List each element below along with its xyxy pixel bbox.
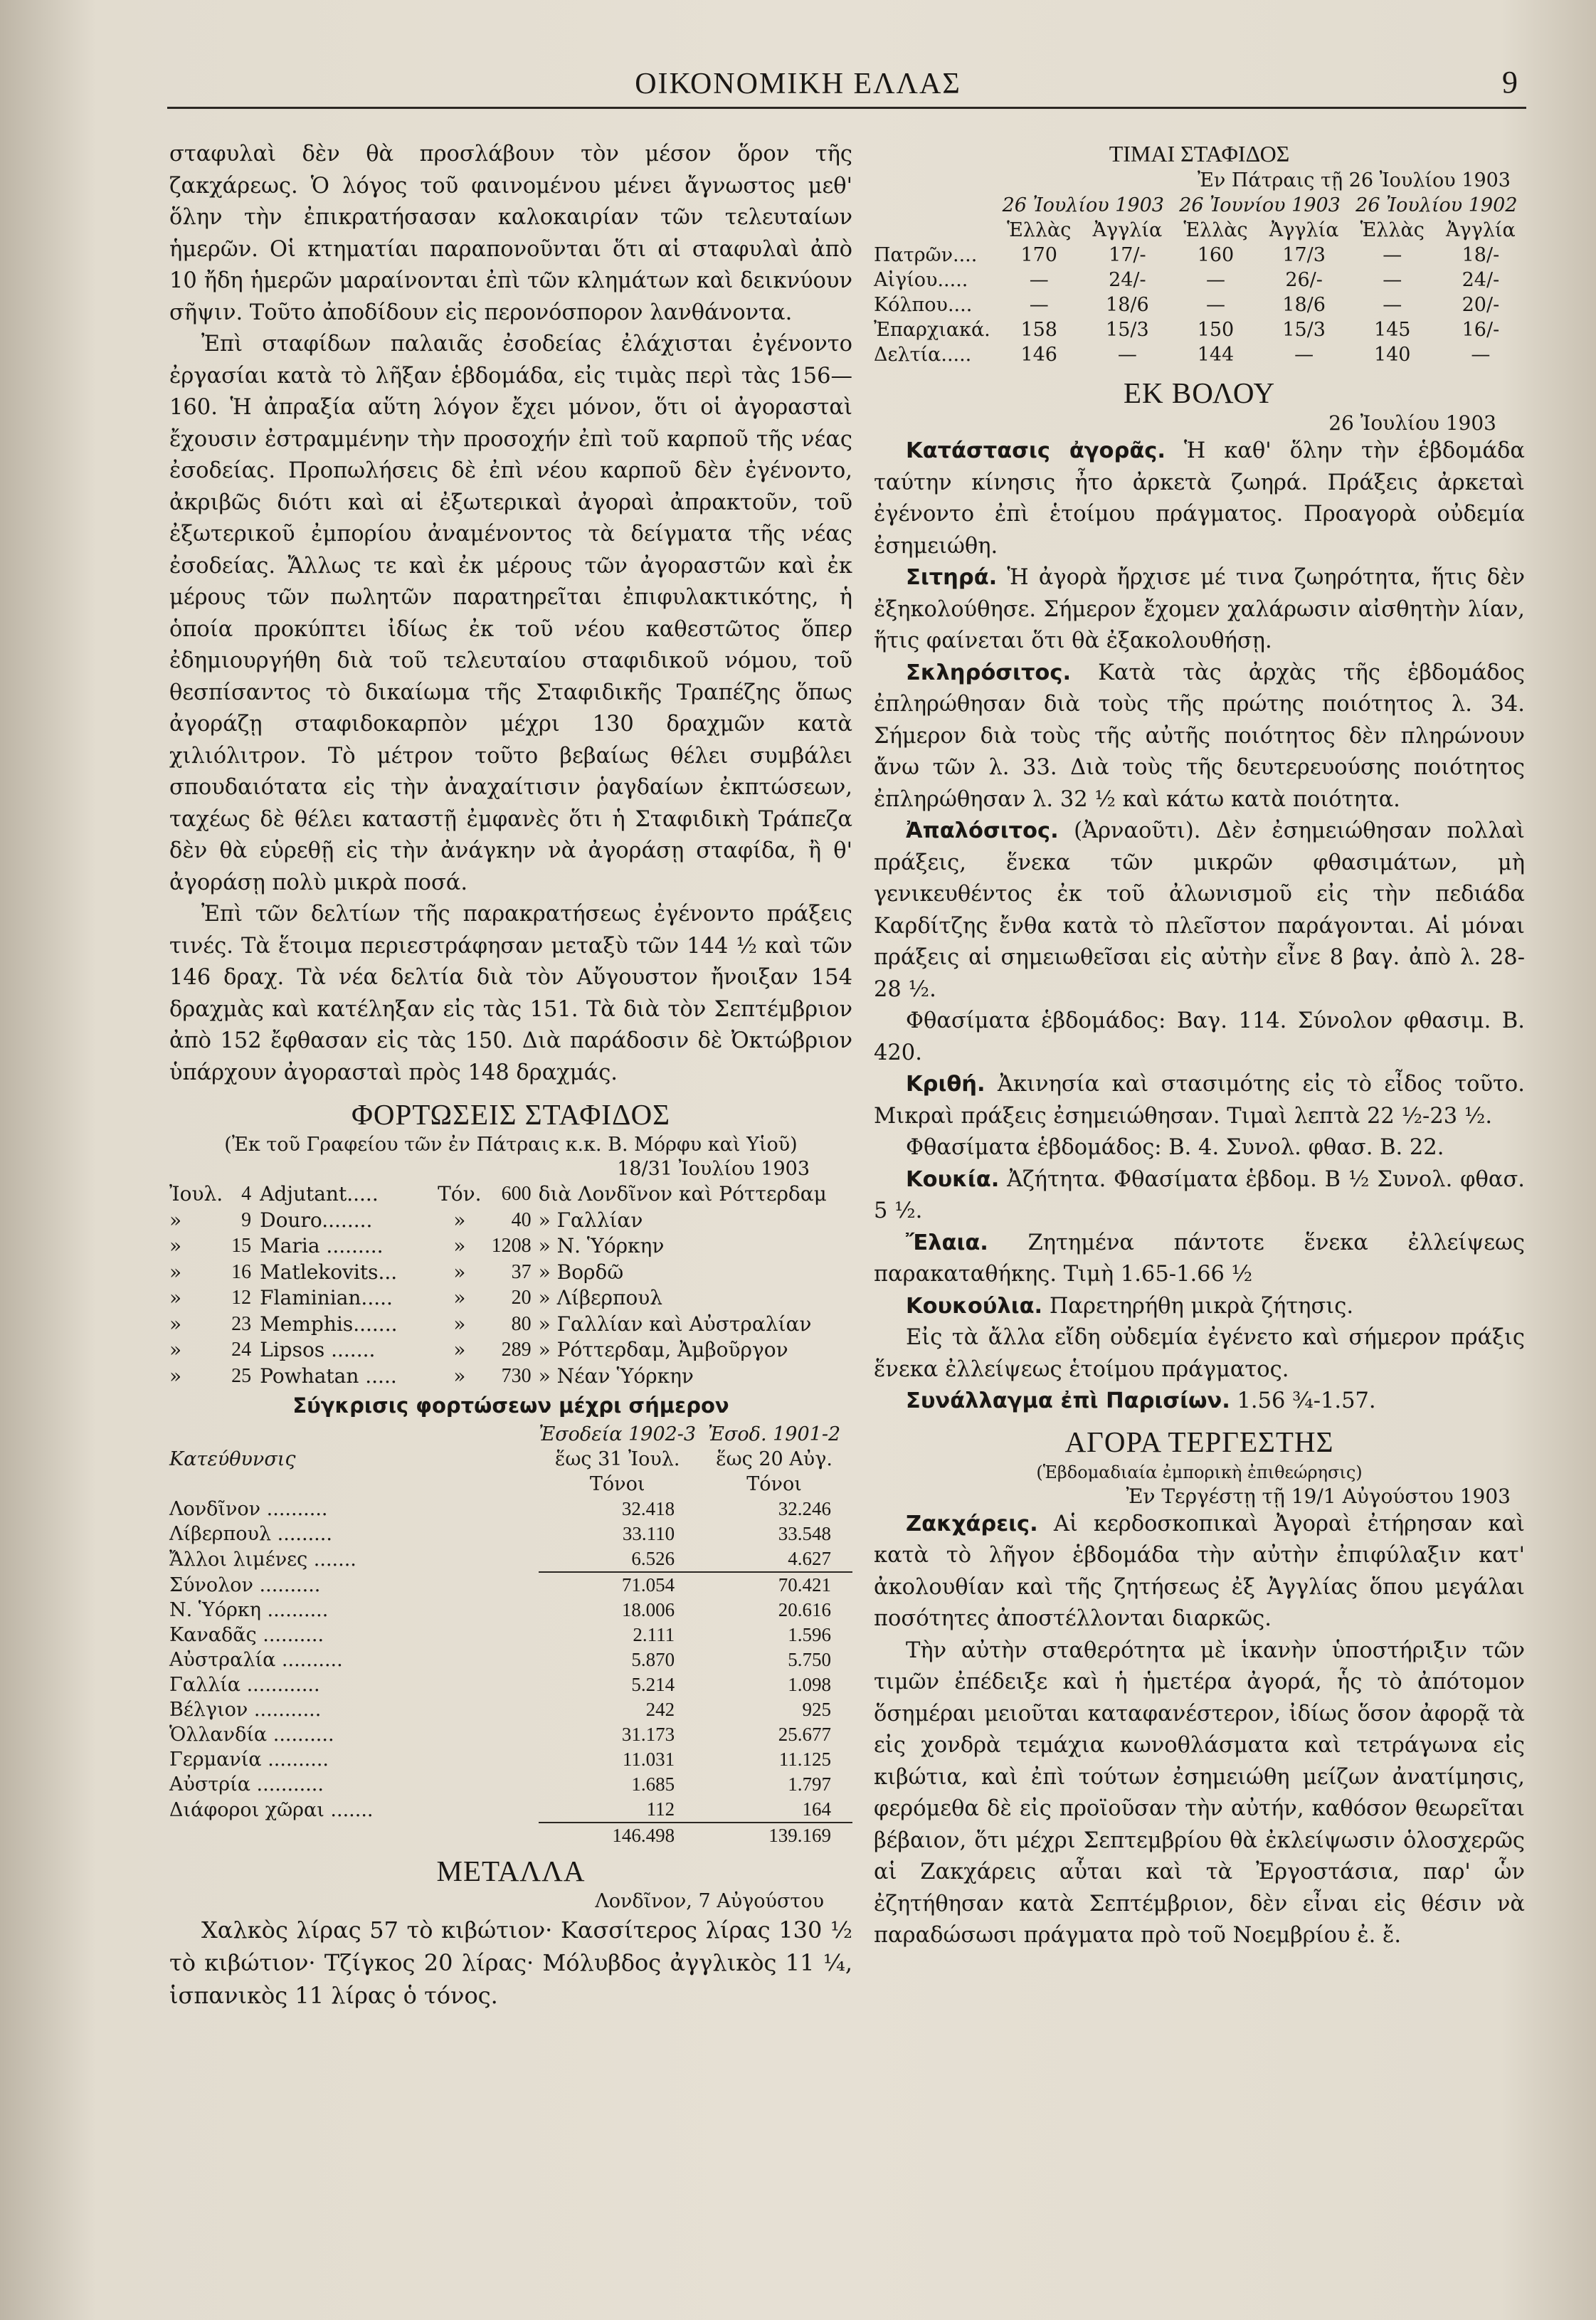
- shipment-destination: » Ν. Ὑόρκην: [538, 1234, 665, 1257]
- shipment-day: 9: [241, 1208, 252, 1231]
- table-row: [169, 1497, 852, 1522]
- comparison-destination: Ὁλλανδία ..........: [169, 1724, 334, 1746]
- shipment-tons: 37: [511, 1260, 532, 1283]
- prices-title: ΤΙΜΑΙ ΣΤΑΦΙΔΟΣ: [1109, 141, 1290, 167]
- table-row: [169, 1747, 852, 1772]
- shipment-month: »: [169, 1286, 182, 1309]
- volos-paragraph: [874, 816, 1525, 1006]
- commodity-heading: Ἔλαια.: [906, 1230, 988, 1255]
- shipment-destination: » Λίβερπουλ: [538, 1286, 663, 1309]
- comparison-value-1903: 5.870: [631, 1649, 675, 1670]
- shipment-tons: 1208: [491, 1235, 532, 1257]
- comparison-col1-unit: Τόνοι: [589, 1473, 645, 1495]
- shipment-month: »: [169, 1364, 182, 1388]
- trieste-sugar-text: Αἱ κερδοσκοπικαὶ Ἀγοραὶ ἐτήρησαν καὶ κατὰ τὸ λῆγον ἑβδομάδα τὴν αὐτὴν ἐπιφύλαξιν κατ' ἀκολουθίαν καὶ τῆς ζητήσεως ἐξ Ἀγγλίας ὅπου μεγάλαι ποσότητες ἀποστέλλονται διαρκῶς.: [874, 1511, 1525, 1631]
- table-row: [169, 1722, 852, 1747]
- volos-paragraph: [874, 1228, 1525, 1291]
- table-row: [874, 342, 1525, 367]
- prices-cell: 170: [1020, 244, 1057, 266]
- shipments-title: ΦΟΡΤΩΣΕΙΣ ΣΤΑΦΙΔΟΣ: [351, 1098, 671, 1131]
- prices-cell: 15/3: [1106, 319, 1149, 341]
- metals-paragraph: Χαλκὸς λίρας 57 τὸ κιβώτιον· Κασσίτερος λίρας 130 ½ τὸ κιβώτιον· Τζίγκος 20 λίρας· Μόλυβδος ἀγγλικὸς 11 ¼, ἱσπανικὸς 11 λίρας ὁ τόνος.: [169, 1916, 852, 2009]
- prices-row-label: Αἰγίου.....: [874, 269, 968, 291]
- prices-cell: —: [1029, 269, 1049, 291]
- table-row: [874, 292, 1525, 317]
- prices-cell: 144: [1197, 344, 1235, 366]
- prices-cell: 158: [1020, 319, 1057, 341]
- prices-cell: —: [1117, 344, 1137, 366]
- commodity-text: Ζητημένα πάντοτε ἕνεκα ἐλλείψεως παρακαταθήκης. Τιμὴ 1.65-1.66 ½: [874, 1230, 1525, 1287]
- shipment-vessel: Powhatan .....: [260, 1364, 397, 1388]
- comparison-table: [169, 1422, 852, 1848]
- prices-cell: 15/3: [1282, 319, 1326, 341]
- prices-cell: 18/6: [1282, 294, 1326, 316]
- table-row: [874, 317, 1525, 342]
- shipments-source: (Ἐκ τοῦ Γραφείου τῶν ἐν Πάτραις κ.κ. Β. Μόρφυ καὶ Υἱοῦ): [224, 1134, 798, 1156]
- prices-date-2: 26 Ἰουνίου 1903: [1179, 194, 1341, 216]
- comparison-destination: Ἄλλοι λιμένες .......: [169, 1548, 356, 1571]
- shipment-vessel: Lipsos .......: [260, 1338, 376, 1361]
- shipment-day: 23: [231, 1312, 252, 1335]
- volos-paragraph: [874, 1006, 1525, 1069]
- prices-cell: 26/-: [1285, 269, 1323, 291]
- left-column: [169, 139, 852, 2012]
- header-rule: [167, 107, 1526, 109]
- prices-cell: 145: [1373, 319, 1411, 341]
- prices-cell: 140: [1373, 344, 1411, 366]
- prices-cell: —: [1383, 269, 1402, 291]
- comparison-col1-title: Ἐσοδεία 1902-3: [539, 1423, 697, 1445]
- commodity-text: Ἡ καθ' ὅλην τὴν ἑβδομάδα ταύτην κίνησις ἦτο ἀρκετὰ ζωηρά. Πράξεις ἀρκεταὶ ἐγένοντο ἐπὶ ἑτοίμου πράγματος. Προαγορὰ οὐδεμία ἐσημειώθη.: [874, 438, 1525, 559]
- journal-title: ΟΙΚΟΝΟΜΙΚΗ ΕΛΛΑΣ: [635, 68, 961, 100]
- shipment-destination: » Βορδῶ: [538, 1260, 624, 1284]
- prices-cell: 24/-: [1462, 269, 1500, 291]
- table-row: [169, 1772, 852, 1797]
- table-row: [169, 1572, 852, 1598]
- commodity-text: Κατὰ τὰς ἀρχὰς τῆς ἑβδομάδος ἐπληρώθησαν διὰ τοὺς τῆς πρώτης ποιότητος λ. 34. Σήμερον διὰ τοὺς τῆς αὐτῆς ποιότητος δὲν πληρώνουν ἄνω τῶν λ. 33. Διὰ τοὺς τῆς δευτερευούσης ποιότητος ἐπληρώθησαν λ. 32 ½ καὶ κάτω κατὰ ποιότητα.: [874, 660, 1525, 812]
- comparison-destination: Διάφοροι χῶραι .......: [169, 1798, 374, 1821]
- volos-paragraph: [874, 1132, 1525, 1164]
- table-row: [169, 1233, 852, 1260]
- trieste-dateline: Ἐν Τεργέστῃ τῇ 19/1 Αὐγούστου 1903: [1126, 1484, 1511, 1508]
- prices-cell: 16/-: [1462, 319, 1500, 341]
- comparison-dest-header: Κατεύθυνσις: [169, 1448, 296, 1470]
- commodity-heading: Σκληρόσιτος.: [906, 660, 1072, 685]
- metals-title: ΜΕΤΑΛΛΑ: [436, 1855, 586, 1887]
- shipment-destination: διὰ Λονδῖνον καὶ Ρόττερδαμ: [538, 1182, 827, 1206]
- raisin-report-paragraph: Ἐπὶ σταφίδων παλαιᾶς ἐσοδείας ἐλάχισται ἐγένοντο ἐργασίαι κατὰ τὸ λῆξαν ἑβδομάδα, εἰς τιμὰς περὶ τὰς 156—160. Ἡ ἀπραξία αὕτη λόγον ἔχει μόνον, ὅτι οἱ ἀγορασταὶ ἔχουσιν ἐστραμμένην τὴν προσοχήν ἐπὶ τοῦ καρποῦ τῆς νέας ἐσοδείας. Προπωλήσεις δὲ ἐπὶ νέου καρποῦ δὲν ἐγένοντο, ἀκριβῶς διότι καὶ αἱ ἐξωτερικαὶ ἀγοραὶ ἀπρακτοῦν, τοῦ ἐξωτερικοῦ ἐμπορίου ἀναμένοντος τὰ δείγματα τῆς νέας ἐσοδείας. Ἄλλως τε καὶ ἐκ μέρους τῶν ἀγοραστῶν καὶ ἐκ μέρους τῶν πωλητῶν παρατηρεῖται ἐπιφυλακτικότης, ἡ ὁποία προκύπτει ἰδίως ἐκ τοῦ νέου καθεστῶτος ὅπερ ἐδημιουργήθη διὰ τοῦ τελευταίου σταφιδικοῦ νόμου, τοῦ θεσπίσαντος τὸ δικαίωμα τῆς Σταφιδικῆς Τραπέζης ὅπως ἀγοράζῃ σταφιδοκαρπὸν μέχρι 130 δραχμῶν κατὰ χιλιόλιτρον. Τὸ μέτρον τοῦτο βεβαίως θέλει συμβάλει σπουδαιότατα εἰς τὴν ἀναχαίτισιν ῥαγδαίων ἐκπτώσεων, ταχέως δὲ θέλει καταστῇ ἐμφανὲς ὅτι ἡ Σταφιδικὴ Τράπεζα δὲν θὰ εὑρεθῇ εἰς τὴν ἀνάγκην νὰ ἀγοράσῃ σταφίδα, ἢ θ' ἀγοράσῃ πολὺ μικρὰ ποσά.: [169, 332, 852, 895]
- prices-row-label: Κόλπου....: [874, 294, 973, 316]
- shipment-tons: 20: [511, 1287, 532, 1309]
- table-row: [169, 1672, 852, 1697]
- shipment-destination: » Γαλλίαν καὶ Αὐστραλίαν: [538, 1312, 812, 1336]
- prices-cell: —: [1205, 294, 1225, 316]
- prices-row-label: Ἐπαρχιακά.: [874, 319, 990, 341]
- prices-col-header: Ἀγγλία: [1446, 219, 1516, 241]
- comparison-col2-title: Ἐσοδ. 1901-2: [707, 1423, 841, 1445]
- shipment-day: 15: [231, 1235, 252, 1257]
- comparison-value-1903: 6.526: [631, 1548, 675, 1569]
- shipment-day: 12: [231, 1287, 252, 1309]
- prices-col-header: Ἑλλὰς: [1183, 219, 1248, 241]
- shipment-month: »: [169, 1312, 182, 1336]
- prices-dateline: Ἐν Πάτραις τῇ 26 Ἰουλίου 1903: [1197, 169, 1511, 191]
- shipment-month: »: [169, 1234, 182, 1257]
- comparison-col2-period: ἕως 20 Αὐγ.: [716, 1448, 833, 1470]
- table-row: [169, 1647, 852, 1672]
- shipment-unit: »: [453, 1208, 466, 1232]
- comparison-value-1903: 11.031: [622, 1749, 675, 1770]
- comparison-destination: Καναδᾶς ..........: [169, 1624, 324, 1646]
- comparison-value-1902: 32.246: [778, 1498, 831, 1519]
- commodity-heading: Κουκία.: [906, 1166, 1000, 1192]
- commodity-text: Φθασίματα ἑβδομάδος: Βαγ. 114. Σύνολον φθασιμ. Β. 420.: [874, 1008, 1525, 1065]
- shipment-unit: »: [453, 1260, 466, 1284]
- volos-paragraph: [874, 436, 1525, 562]
- trieste-sugar-heading: Ζακχάρεις.: [906, 1511, 1038, 1536]
- comparison-value-1903: 18.006: [621, 1599, 675, 1620]
- comparison-value-1902: 164: [802, 1798, 831, 1820]
- shipment-vessel: Douro........: [260, 1208, 373, 1232]
- trieste-sugar-paragraph: [874, 1509, 1525, 1635]
- comparison-subtotal-a: 71.054: [539, 1572, 696, 1598]
- comparison-value-1903: 33.110: [622, 1523, 675, 1544]
- prices-row-label: Δελτία.....: [874, 344, 972, 366]
- raisin-prices-table: [874, 193, 1525, 367]
- prices-cell: —: [1294, 344, 1314, 366]
- comparison-total-a: 146.498: [539, 1823, 696, 1848]
- commodity-text: Ἡ ἀγορὰ ἤρχισε μέ τινα ζωηρότητα, ἥτις δὲν ἐξηκολούθησε. Σήμερον ἔχομεν χαλάρωσιν αἰσθητὴν λίαν, ἥτις φαίνεται ὅτι θὰ ἐξακολουθήσῃ.: [874, 565, 1525, 653]
- commodity-heading: Συνάλλαγμα ἐπὶ Παρισίων.: [906, 1388, 1230, 1413]
- commodity-text: Ἀκινησία καὶ στασιμότης εἰς τὸ εἶδος τοῦτο. Μικραὶ πράξεις ἐσημειώθησαν. Τιμαὶ λεπτὰ 22 ½-23 ½.: [874, 1072, 1525, 1129]
- raisin-futures-paragraph: Ἐπὶ τῶν δελτίων τῆς παρακρατήσεως ἐγένοντο πράξεις τινές. Τὰ ἕτοιμα περιεστράφησαν μεταξὺ τῶν 144 ½ καὶ τῶν 146 δραχ. Τὰ νέα δελτία διὰ τὸν Αὔγουστον ἤνοιξαν 154 δραχμὰς καὶ κατέληξαν εἰς τὰς 151. Τὰ διὰ τὸν Σεπτέμβριον ἀπὸ 152 ἔφθασαν εἰς τὰς 150. Διὰ παράδοσιν δὲ Ὀκτώβριον ὑπάρχουν ἀγορασταὶ πρὸς 148 δραχμάς.: [169, 902, 852, 1085]
- commodity-text: Ἀζήτητα. Φθασίματα ἑβδομ. Β ½ Συνολ. φθασ. 5 ½.: [874, 1166, 1525, 1223]
- metals-dateline: Λονδῖνον, 7 Αὐγούστου: [595, 1890, 824, 1912]
- table-row: [169, 1797, 852, 1823]
- shipment-day: 16: [231, 1260, 252, 1283]
- prices-row-label: Πατρῶν....: [874, 244, 978, 266]
- prices-cell: —: [1471, 344, 1491, 366]
- prices-cell: —: [1383, 294, 1402, 316]
- commodity-heading: Κουκούλια.: [906, 1293, 1043, 1319]
- prices-date-3: 26 Ἰουλίου 1902: [1355, 194, 1518, 216]
- commodity-text: Φθασίματα ἑβδομάδος: Β. 4. Συνολ. φθασ. Β. 22.: [906, 1135, 1444, 1160]
- shipment-vessel: Matlekovits...: [260, 1260, 398, 1284]
- shipment-destination: » Γαλλίαν: [538, 1208, 643, 1232]
- volos-paragraph: [874, 562, 1525, 658]
- prices-date-1: 26 Ἰουλίου 1903: [1002, 194, 1164, 216]
- prices-col-header: Ἀγγλία: [1269, 219, 1339, 241]
- shipment-unit: »: [453, 1286, 466, 1309]
- shipment-destination: » Ρόττερδαμ, Ἀμβοῦργον: [538, 1338, 788, 1361]
- table-row: [169, 1181, 852, 1208]
- comparison-subtotal-b: 70.421: [696, 1572, 852, 1598]
- prices-cell: —: [1205, 269, 1225, 291]
- prices-col-header: Ἑλλὰς: [1360, 219, 1425, 241]
- prices-cell: 24/-: [1109, 269, 1146, 291]
- shipment-month: »: [169, 1260, 182, 1284]
- shipment-unit: »: [453, 1338, 466, 1361]
- comparison-value-1902: 925: [802, 1699, 831, 1720]
- volos-paragraph: [874, 658, 1525, 816]
- comparison-destination: Ν. Ὑόρκη ..........: [169, 1599, 329, 1621]
- table-row: [169, 1522, 852, 1546]
- shipment-vessel: Maria .........: [260, 1234, 384, 1257]
- shipment-unit: »: [453, 1312, 466, 1336]
- shipments-table: [169, 1181, 852, 1389]
- shipment-day: 24: [231, 1339, 252, 1361]
- shipment-destination: » Νέαν Ὑόρκην: [538, 1364, 694, 1388]
- comparison-value-1902: 1.596: [788, 1624, 831, 1645]
- shipment-month: Ἰουλ.: [169, 1182, 223, 1206]
- shipment-vessel: Memphis.......: [260, 1312, 398, 1336]
- comparison-value-1902: 4.627: [788, 1548, 831, 1569]
- table-row: [874, 243, 1525, 268]
- prices-col-header: Ἑλλὰς: [1007, 219, 1072, 241]
- shipment-tons: 40: [511, 1208, 532, 1231]
- comparison-destination: Αὐστρία ...........: [169, 1773, 324, 1796]
- commodity-text: 1.56 ¾-1.57.: [1230, 1388, 1376, 1413]
- commodity-text: Παρετηρήθη μικρὰ ζήτησις.: [1042, 1293, 1354, 1319]
- shipment-day: 4: [241, 1183, 252, 1205]
- shipment-tons: 730: [501, 1364, 532, 1387]
- comparison-value-1902: 11.125: [778, 1749, 831, 1770]
- volos-date: 26 Ἰουλίου 1903: [1328, 411, 1496, 435]
- table-row: [874, 268, 1525, 292]
- comparison-value-1903: 5.214: [631, 1674, 675, 1695]
- comparison-destination: Αὐστραλία ..........: [169, 1649, 343, 1671]
- prices-cell: 18/6: [1106, 294, 1149, 316]
- comparison-destination: Λίβερπουλ .........: [169, 1523, 332, 1545]
- table-row: [169, 1623, 852, 1647]
- prices-cell: 18/-: [1462, 244, 1500, 266]
- table-row: [169, 1823, 852, 1848]
- comparison-value-1902: 25.677: [778, 1724, 831, 1745]
- trieste-source: (Ἑβδομαδιαία ἐμπορικὴ ἐπιθεώρησις): [1036, 1462, 1363, 1482]
- raisin-report-intro: σταφυλαὶ δὲν θὰ προσλάβουν τὸν μέσον ὅρον τῆς ζακχάρεως. Ὁ λόγος τοῦ φαινομένου μένει ἄγνωστος μεθ' ὅλην τὴν ἐπικρατήσασαν καλοκαιρίαν τῶν τελευταίων ἡμερῶν. Οἱ κτηματίαι παραπονοῦνται ὅτι αἱ σταφυλαὶ ἀπὸ 10 ἤδη ἡμερῶν μαραίνονται ἐπὶ τῶν κλημάτων καὶ δεικνύουν σῆψιν. Τοῦτο ἀποδίδουν εἰς περονόσπορον λανθάνοντα.: [169, 142, 852, 325]
- comparison-value-1903: 112: [646, 1798, 675, 1820]
- table-row: [169, 1260, 852, 1286]
- table-row: [169, 1697, 852, 1722]
- shipment-unit: Τόν.: [438, 1182, 482, 1206]
- comparison-subtotal-label: Σύνολον ..........: [169, 1573, 321, 1596]
- comparison-total-b: 139.169: [696, 1823, 852, 1848]
- shipment-vessel: Flaminian.....: [260, 1286, 393, 1309]
- prices-col-header: Ἀγγλία: [1092, 219, 1163, 241]
- comparison-value-1903: 1.685: [631, 1773, 675, 1795]
- comparison-col2-unit: Τόνοι: [746, 1473, 802, 1495]
- volos-report: [874, 436, 1525, 1418]
- comparison-value-1903: 242: [645, 1699, 675, 1720]
- shipment-tons: 600: [501, 1183, 532, 1205]
- running-header: [0, 63, 1596, 105]
- comparison-value-1903: 31.173: [621, 1724, 675, 1745]
- commodity-heading: Κατάστασις ἀγορᾶς.: [906, 438, 1166, 463]
- volos-paragraph: [874, 1069, 1525, 1132]
- right-column: [874, 139, 1525, 1952]
- comparison-value-1902: 1.098: [788, 1674, 831, 1695]
- table-row: [169, 1285, 852, 1312]
- trieste-title: ΑΓΟΡΑ ΤΕΡΓΕΣΤΗΣ: [1064, 1425, 1334, 1458]
- prices-cell: —: [1029, 294, 1049, 316]
- comparison-destination: Λονδῖνον ..........: [169, 1498, 328, 1520]
- table-row: [169, 1546, 852, 1572]
- volos-title: ΕΚ ΒΟΛΟΥ: [1123, 376, 1276, 409]
- commodity-text: (Ἀρναοῦτι). Δὲν ἐσημειώθησαν πολλαὶ πράξεις, ἕνεκα τῶν μικρῶν φθασιμάτων, μὴ γενικευθέντος ἐκ τοῦ ἀλωνισμοῦ εἰς τὴν πεδιάδα Καρδίτζης ἔνθα κατὰ τὸ πλεῖστον παράγονται. Αἱ μόναι πράξεις αἱ σημειωθεῖσαι εἰς αὐτὴν εἶνε 8 βαγ. ἀπὸ λ. 28-28 ½.: [874, 818, 1525, 1002]
- table-row: [169, 1208, 852, 1234]
- table-row: [169, 1598, 852, 1623]
- prices-cell: —: [1383, 244, 1402, 266]
- prices-cell: 146: [1020, 344, 1057, 366]
- comparison-destination: Γερμανία ..........: [169, 1749, 329, 1771]
- table-row: [169, 1364, 852, 1390]
- shipment-day: 25: [231, 1364, 252, 1387]
- comparison-value-1902: 33.548: [778, 1523, 831, 1544]
- comparison-value-1903: 32.418: [621, 1498, 675, 1519]
- comparison-value-1903: 2.111: [633, 1624, 675, 1645]
- prices-cell: 17/3: [1282, 244, 1326, 266]
- shipment-tons: 80: [511, 1312, 532, 1335]
- shipments-date: 18/31 Ἰουλίου 1903: [617, 1158, 810, 1180]
- prices-cell: 17/-: [1109, 244, 1146, 266]
- shipment-unit: »: [453, 1234, 466, 1257]
- shipment-month: »: [169, 1208, 182, 1232]
- page-number: 9: [1502, 65, 1518, 100]
- shipment-vessel: Adjutant.....: [260, 1182, 379, 1206]
- prices-cell: 150: [1197, 319, 1235, 341]
- comparison-value-1902: 20.616: [778, 1599, 831, 1620]
- comparison-destination: Γαλλία ............: [169, 1674, 320, 1696]
- prices-cell: 20/-: [1462, 294, 1500, 316]
- shipment-tons: 289: [501, 1339, 532, 1361]
- table-row: [169, 1312, 852, 1338]
- volos-paragraph: [874, 1291, 1525, 1323]
- shipment-month: »: [169, 1338, 182, 1361]
- commodity-heading: Κριθή.: [906, 1072, 985, 1097]
- volos-paragraph: [874, 1164, 1525, 1228]
- commodity-heading: Ἀπαλόσιτος.: [906, 818, 1059, 843]
- prices-cell: 160: [1197, 244, 1235, 266]
- table-row: [169, 1337, 852, 1364]
- commodity-heading: Σιτηρά.: [906, 565, 998, 590]
- shipment-unit: »: [453, 1364, 466, 1388]
- comparison-title: Σύγκρισις φορτώσεων μέχρι σήμερον: [292, 1393, 729, 1418]
- comparison-value-1902: 1.797: [788, 1773, 831, 1795]
- comparison-col1-period: ἕως 31 Ἰουλ.: [554, 1448, 680, 1470]
- comparison-destination: Βέλγιον ...........: [169, 1699, 322, 1721]
- trieste-market-paragraph: Τὴν αὐτὴν σταθερότητα μὲ ἱκανὴν ὑποστήριξιν τῶν τιμῶν ἐπέδειξε καὶ ἡ ἡμετέρα ἀγορά, ἧς τὸ ἀπότομον ὅσημέραι μειοῦται καταφανέστερον, ἰδίως ὅσον ἀφορᾷ τὰ εἰς χονδρὰ τεμάχια κωνοθλάσματα καὶ τετράγωνα εἰς κιβώτια, καὶ ἐπὶ τούτων ἐσημειώθη μείζων ἀνατίμησις, φερόμεθα δὲ εἰς προϊοῦσαν τὴν αὐτήν, καθόσον θεωρεῖται βέβαιον, ὅτι μέχρι Σεπτεμβρίου θὰ ἐκλείψωσιν ὁλοσχερῶς αἱ Ζακχάρεις αὗται καὶ τὰ Ἐργοστάσια, παρ' ὧν ἐζητήθησαν κατὰ Σεπτέμβριον, δὲν εἶναι εἰς θέσιν νὰ παραδώσωσι πράγματα πρὸ τοῦ Νοεμβρίου ἐ. ἔ.: [874, 1638, 1525, 1948]
- volos-paragraph: [874, 1322, 1525, 1386]
- comparison-value-1902: 5.750: [788, 1649, 831, 1670]
- commodity-text: Εἰς τὰ ἄλλα εἴδη οὐδεμία ἐγένετο καὶ σήμερον πράξις ἕνεκα ἐλλείψεως ἑτοίμου πράγματος.: [874, 1325, 1525, 1382]
- volos-paragraph: [874, 1386, 1525, 1418]
